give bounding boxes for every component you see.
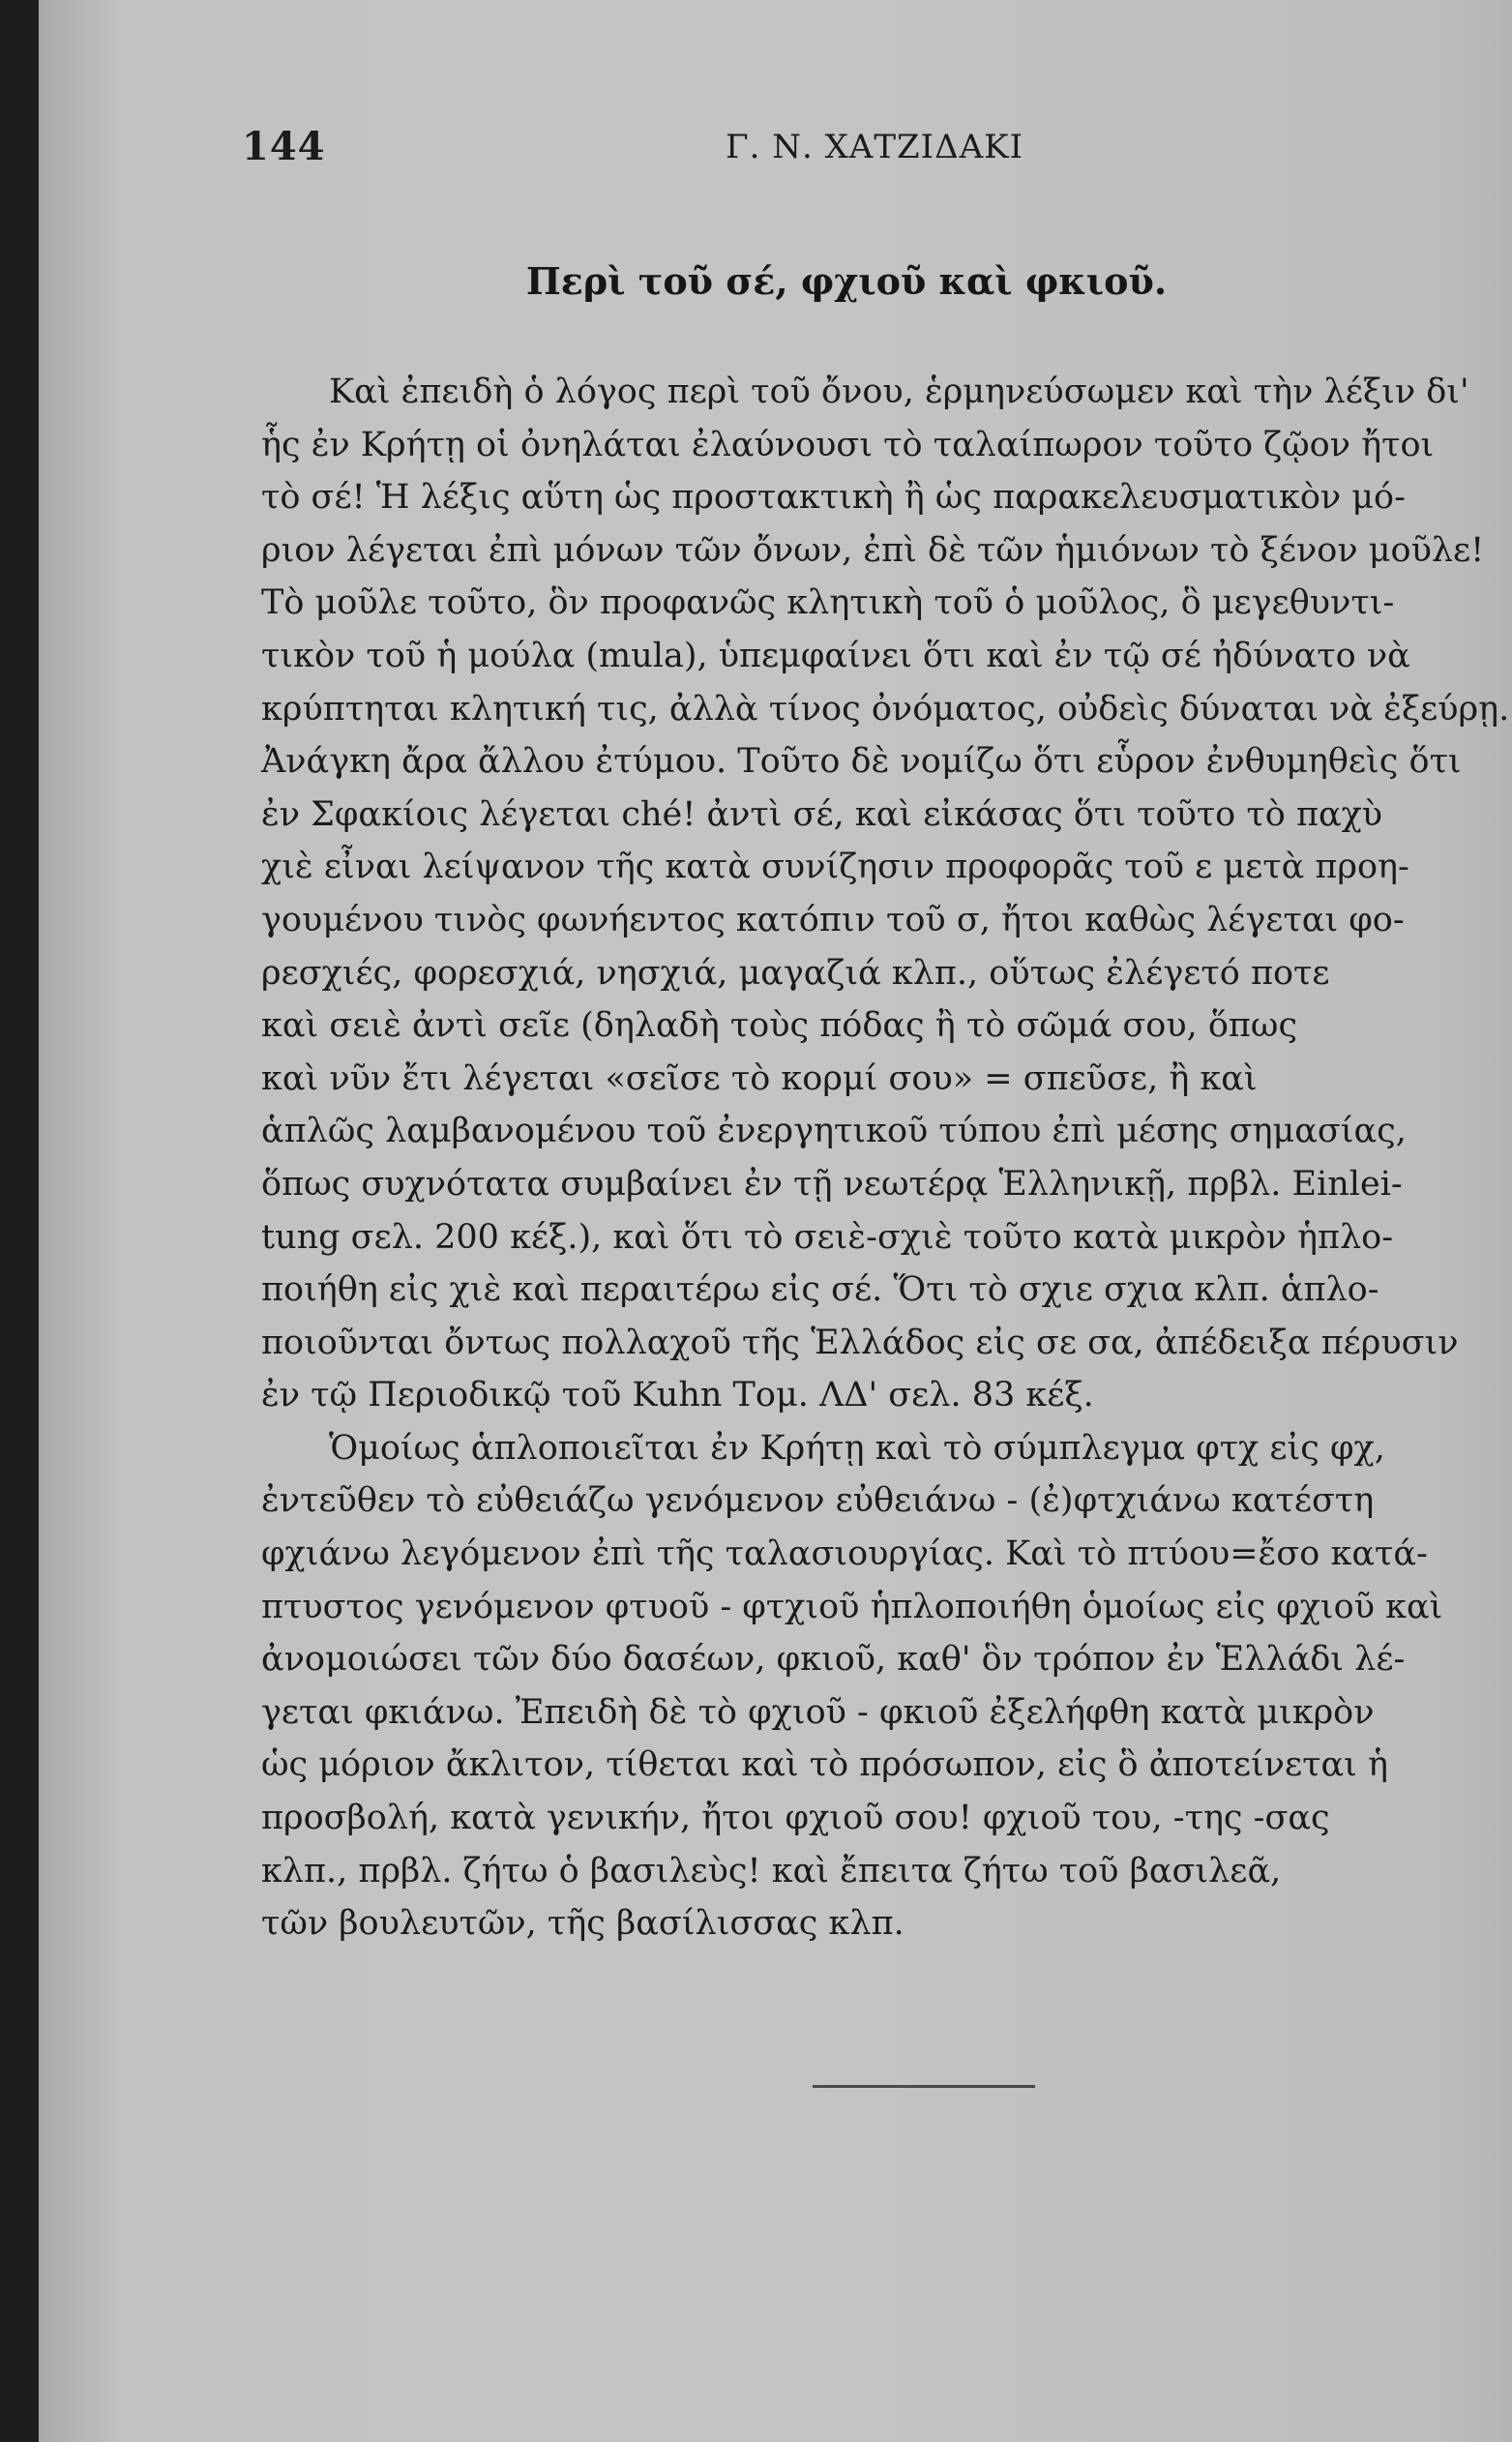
text-line: καὶ νῦν ἔτι λέγεται «σεῖσε τὸ κορμί σου» = σπεῦσε, ἢ καὶ bbox=[261, 1058, 1258, 1098]
text-line: ποιήθη εἰς χιὲ καὶ περαιτέρω εἰς σέ. Ὅτι τὸ σχιε σχια κλπ. ἁπλο- bbox=[261, 1270, 1379, 1310]
text-line: tung σελ. 200 κέξ.), καὶ ὅτι τὸ σειὲ-σχιὲ τοῦτο κατὰ μικρὸν ἡπλο- bbox=[261, 1217, 1394, 1257]
section-title: Περὶ τοῦ σέ, φχιοῦ καὶ φκιοῦ. bbox=[525, 259, 1168, 303]
text-line: ἧς ἐν Κρήτῃ οἱ ὀνηλάται ἐλαύνουσι τὸ ταλαίπωρον τοῦτο ζῷον ἤτοι bbox=[261, 425, 1435, 464]
text-line: γουμένου τινὸς φωνήεντος κατόπιν τοῦ σ, ἤτοι καθὼς λέγεται φο- bbox=[261, 900, 1405, 939]
text-line: χιὲ εἶναι λείψανον τῆς κατὰ συνίζησιν προφορᾶς τοῦ ε μετὰ προη- bbox=[261, 848, 1409, 887]
text-line: ριον λέγεται ἐπὶ μόνων τῶν ὄνων, ἐπὶ δὲ τῶν ἡμιόνων τὸ ξένον μοῦλε! bbox=[261, 530, 1485, 570]
text-line: Ὁμοίως ἁπλοποιεῖται ἐν Κρήτῃ καὶ τὸ σύμπλεγμα φτχ εἰς φχ, bbox=[329, 1428, 1385, 1468]
page-header bbox=[242, 124, 1451, 182]
text-line: τὸ σέ! Ἡ λέξις αὕτη ὡς προστακτικὴ ἢ ὡς παρακελευσματικὸν μό- bbox=[261, 478, 1406, 518]
page-number: 144 bbox=[242, 124, 326, 169]
text-line: πτυστος γενόμενον φτυοῦ - φτχιοῦ ἡπλοποιήθη ὁμοίως εἰς φχιοῦ καὶ bbox=[261, 1587, 1443, 1626]
running-head: Γ. Ν. ΧΑΤΖΙΔΑΚΙ bbox=[726, 128, 1024, 166]
text-line: κλπ., πρβλ. ζήτω ὁ βασιλεὺς! καὶ ἔπειτα ζήτω τοῦ βασιλεᾶ, bbox=[261, 1851, 1282, 1891]
text-line: καὶ σειὲ ἀντὶ σεῖε (δηλαδὴ τοὺς πόδας ἢ τὸ σῶμά σου, ὅπως bbox=[261, 1006, 1298, 1046]
text-line: κρύπτηται κλητική τις, ἀλλὰ τίνος ὀνόματος, οὐδεὶς δύναται νὰ ἐξεύρῃ. bbox=[261, 689, 1510, 729]
text-line: τικὸν τοῦ ἡ μούλα (mula), ὑπεμφαίνει ὅτι καὶ ἐν τῷ σέ ἠδύνατο νὰ bbox=[261, 636, 1410, 675]
section-divider bbox=[813, 2085, 1035, 2088]
book-page bbox=[39, 0, 1512, 2442]
text-line: Τὸ μοῦλε τοῦτο, ὃν προφανῶς κλητικὴ τοῦ ὁ μοῦλος, ὃ μεγεθυντι- bbox=[261, 583, 1395, 623]
text-line: ἐν Σφακίοις λέγεται ché! ἀντὶ σέ, καὶ εἰκάσας ὅτι τοῦτο τὸ παχὺ bbox=[261, 794, 1383, 834]
text-line: ἀνομοιώσει τῶν δύο δασέων, φκιοῦ, καθ' ὃν τρόπον ἐν Ἑλλάδι λέ- bbox=[261, 1640, 1406, 1680]
text-line: ἁπλῶς λαμβανομένου τοῦ ἐνεργητικοῦ τύπου ἐπὶ μέσης σημασίας, bbox=[261, 1112, 1407, 1151]
text-line: ὅπως συχνότατα συμβαίνει ἐν τῇ νεωτέρᾳ Ἑλληνικῇ, πρβλ. Einlei- bbox=[261, 1164, 1403, 1204]
text-line: προσβολή, κατὰ γενικήν, ἤτοι φχιοῦ σου! φχιοῦ του, -της -σας bbox=[261, 1799, 1330, 1838]
text-line: ἐντεῦθεν τὸ εὐθειάζω γενόμενον εὐθειάνω - (ἐ)φτχιάνω κατέστη bbox=[261, 1481, 1375, 1521]
text-line: ποιοῦνται ὄντως πολλαχοῦ τῆς Ἑλλάδος εἰς σε σα, ἀπέδειξα πέρυσιν bbox=[261, 1323, 1459, 1362]
text-line: φχιάνω λεγόμενον ἐπὶ τῆς ταλασιουργίας. Καὶ τὸ πτύου=ἔσο κατά- bbox=[261, 1534, 1428, 1574]
text-line: ἐν τῷ Περιοδικῷ τοῦ Kuhn Τομ. ΛΔ' σελ. 83 κέξ. bbox=[261, 1376, 1094, 1415]
text-line: ρεσχιές, φορεσχιά, νησχιά, μαγαζιά κλπ., οὕτως ἐλέγετό ποτε bbox=[261, 953, 1330, 993]
text-line: γεται φκιάνω. Ἐπειδὴ δὲ τὸ φχιοῦ - φκιοῦ ἐξελήφθη κατὰ μικρὸν bbox=[261, 1692, 1375, 1732]
text-line: Ἀνάγκη ἄρα ἄλλου ἐτύμου. Τοῦτο δὲ νομίζω ὅτι εὗρον ἐνθυμηθεὶς ὅτι bbox=[261, 742, 1462, 782]
text-line: τῶν βουλευτῶν, τῆς βασίλισσας κλπ. bbox=[261, 1904, 904, 1944]
text-line: ὡς μόριον ἄκλιτον, τίθεται καὶ τὸ πρόσωπον, εἰς ὃ ἀποτείνεται ἡ bbox=[261, 1745, 1388, 1785]
body-text bbox=[261, 366, 1510, 1951]
text-line: Καὶ ἐπειδὴ ὁ λόγος περὶ τοῦ ὄνου, ἑρμηνεύσωμεν καὶ τὴν λέξιν δι' bbox=[329, 372, 1469, 411]
